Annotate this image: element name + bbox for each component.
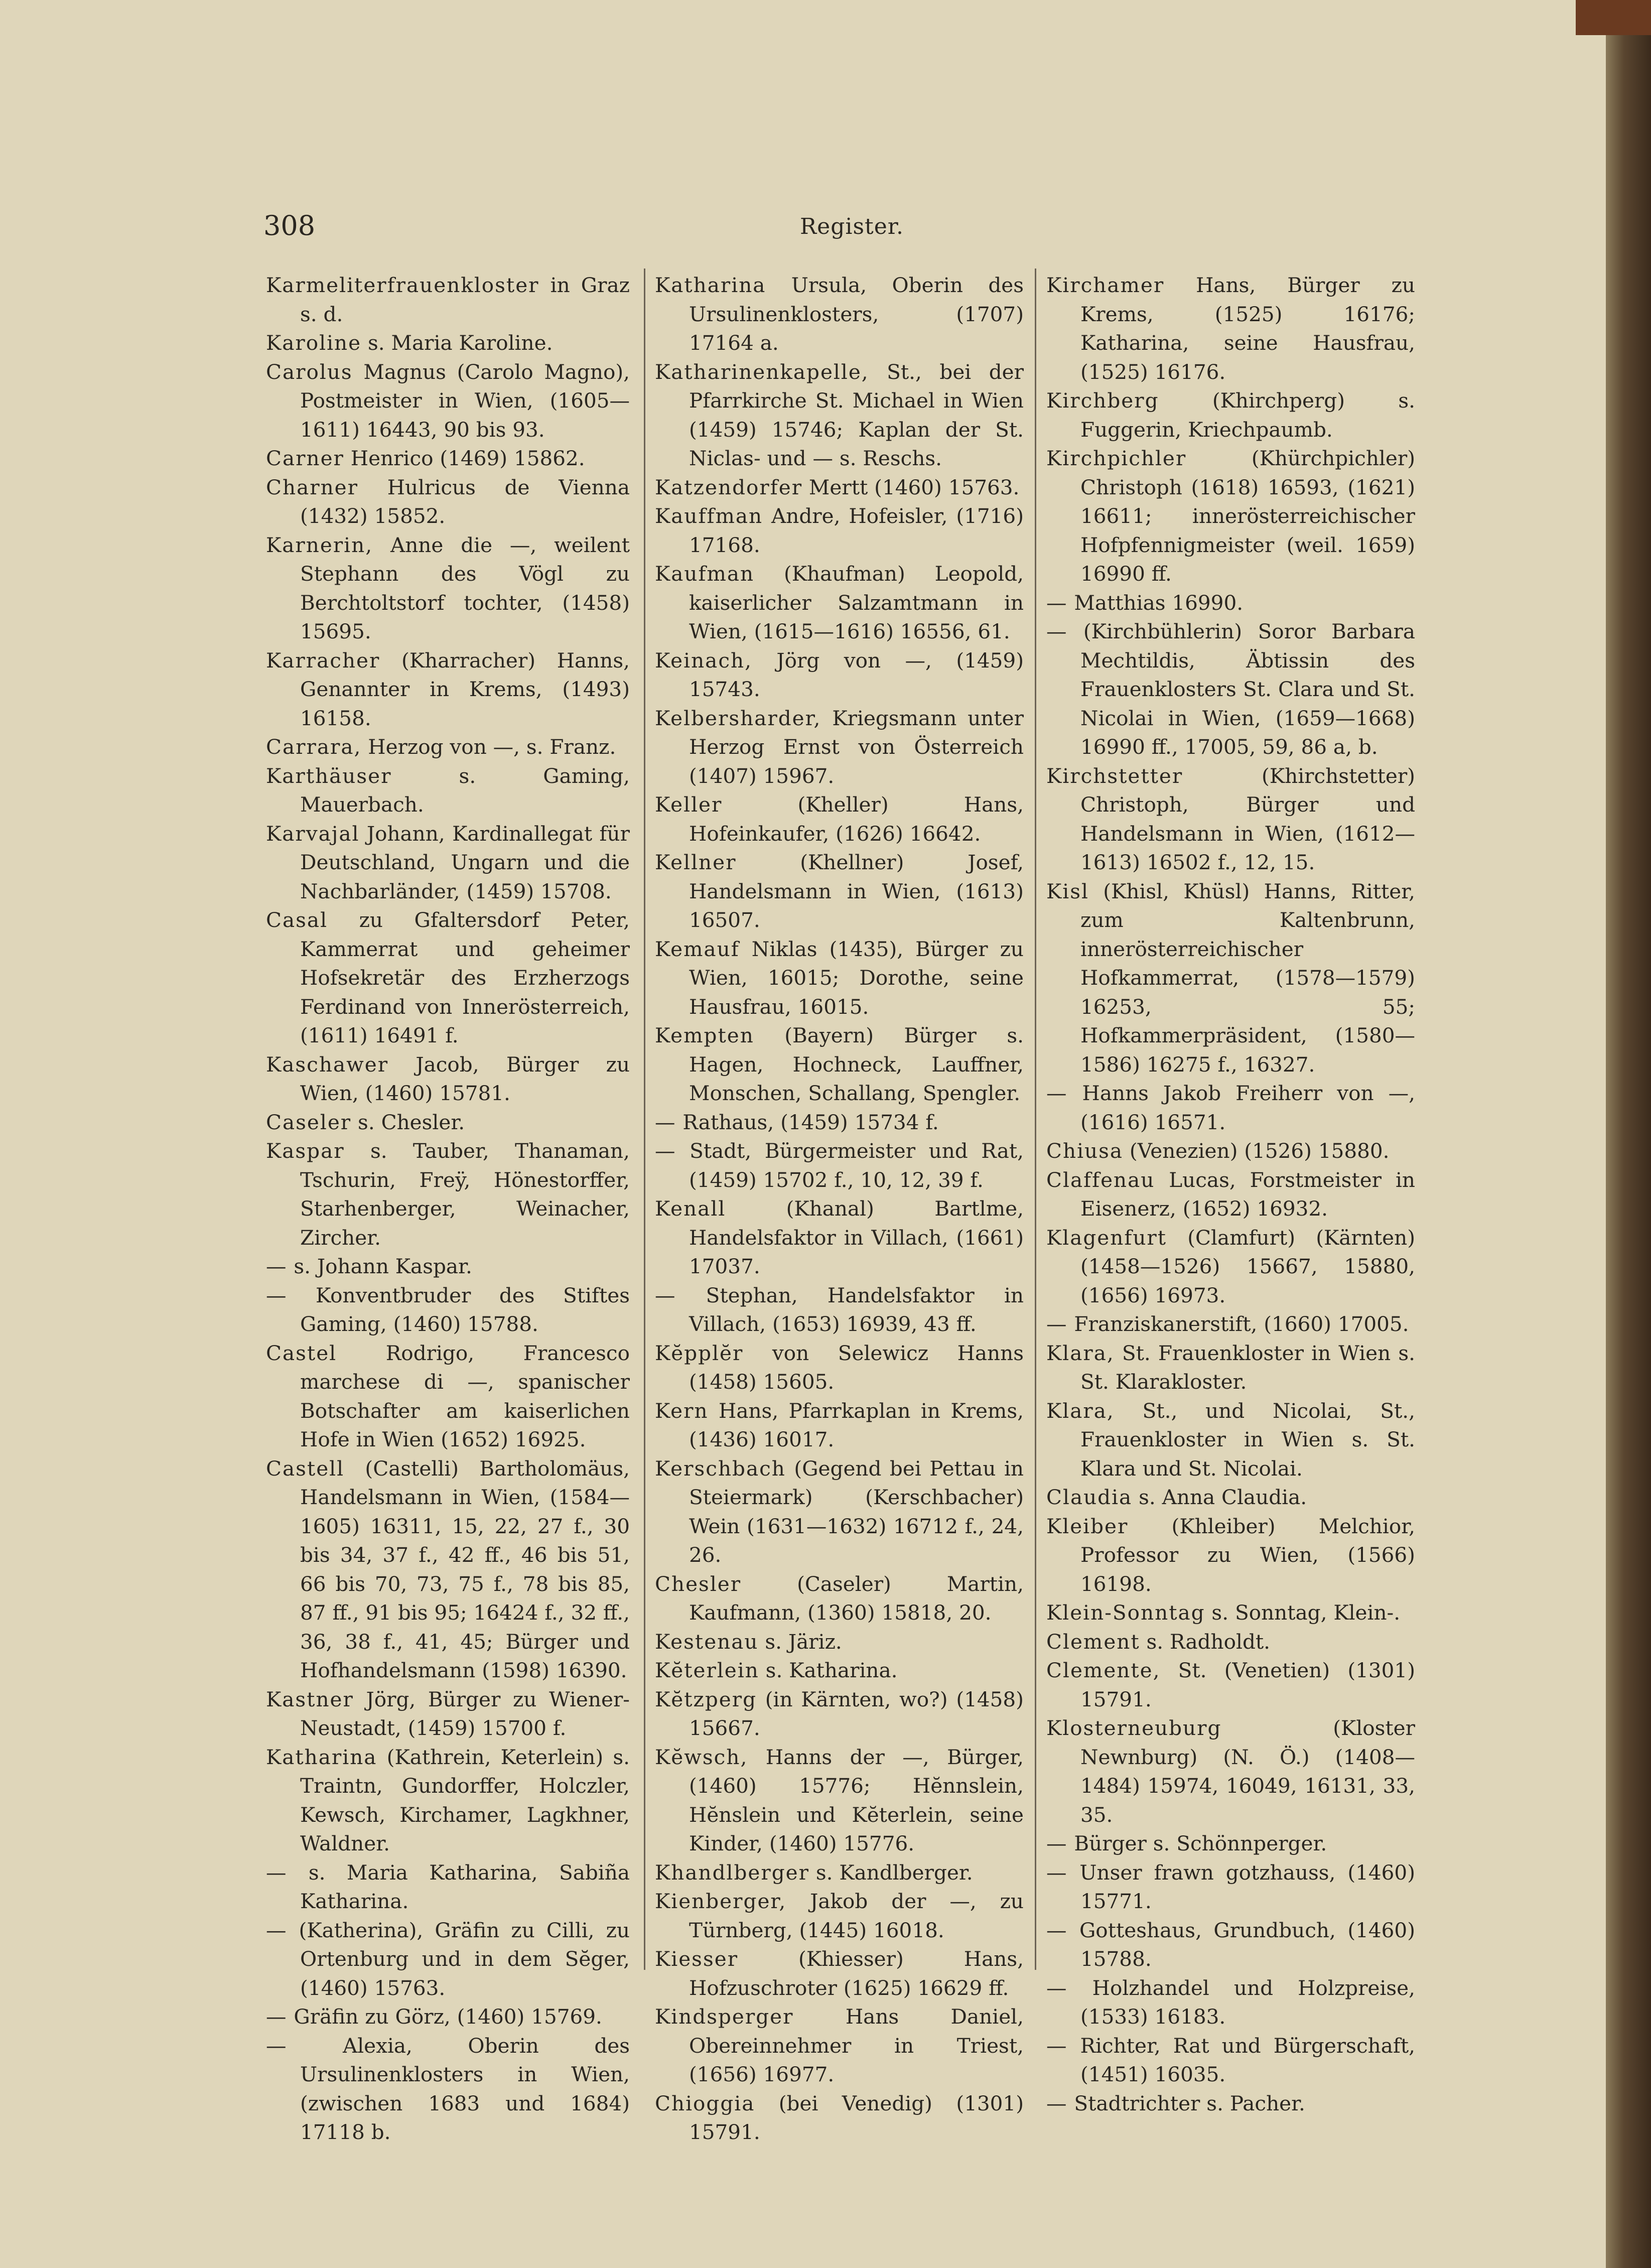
- entry-text: s. Sonntag, Klein-.: [1205, 1600, 1401, 1625]
- register-entry: [655, 271, 1024, 358]
- entry-text: (Clamfurt) (Kärnten) (1458—1526) 15667, 15880, (1656) 16973.: [1080, 1225, 1415, 1307]
- entry-headword: —: [1046, 1860, 1068, 1885]
- column-rule: [644, 269, 645, 1970]
- entry-text: (Venezien) (1526) 15880.: [1123, 1139, 1390, 1163]
- register-entry: [1046, 1598, 1415, 1628]
- entry-text: (in Kärnten, wo?) (1458) 15667.: [689, 1687, 1024, 1740]
- entry-headword: —: [266, 1283, 288, 1307]
- register-entry: [1046, 1166, 1415, 1224]
- entry-text: (Katherina), Gräfin zu Cilli, zu Ortenburg und in dem Sĕger, (1460) 15763.: [287, 1918, 630, 2000]
- entry-text: Jörg, Bürger zu Wiener-Neustadt, (1459) 15700 f.: [300, 1687, 630, 1740]
- entry-headword: Kaufman: [655, 562, 755, 586]
- entry-headword: Kĕpplĕr: [655, 1341, 744, 1365]
- register-entry: [655, 1570, 1024, 1628]
- entry-headword: Klosterneuburg: [1046, 1716, 1222, 1740]
- register-entry: [655, 935, 1024, 1022]
- entry-text: (Khirchperg) s. Fuggerin, Kriechpaumb.: [1080, 388, 1415, 442]
- register-entry: [1046, 1858, 1415, 1916]
- entry-headword: Keinach,: [655, 648, 752, 673]
- entry-text: von Selewicz Hanns (1458) 15605.: [689, 1341, 1024, 1394]
- entry-text: Johann, Kardinallegat für Deutschland, Ungarn und die Nachbarländer, (1459) 15708.: [300, 821, 630, 903]
- entry-headword: Kaspar: [266, 1139, 345, 1163]
- entry-text: Unser frawn gotzhauss, (1460) 15771.: [1067, 1860, 1415, 1913]
- entry-headword: —: [1046, 1918, 1068, 1942]
- entry-headword: —: [1046, 2033, 1068, 2058]
- entry-text: (bei Venedig) (1301) 15791.: [689, 2091, 1024, 2144]
- entry-headword: Charner: [266, 475, 358, 499]
- entry-text: (Kharracher) Hanns, Genannter in Krems, (1493) 16158.: [300, 648, 630, 730]
- register-entry: [655, 2003, 1024, 2089]
- entry-headword: Katzendorfer: [655, 475, 803, 499]
- entry-headword: Klara,: [1046, 1341, 1115, 1365]
- entry-text: s. Chesler.: [351, 1110, 465, 1134]
- register-entry: [1046, 1916, 1415, 1974]
- entry-text: (Khürchpichler) Christoph (1618) 16593, (1621) 16611; innerösterreichischer Hofpfennigmeister (weil. 1659) 16990 ff.: [1080, 446, 1415, 586]
- register-entry: [655, 790, 1024, 848]
- entry-text: (Khellner) Josef, Handelsmann in Wien, (1613) 16507.: [689, 850, 1024, 932]
- register-entry: [1046, 1079, 1415, 1137]
- entry-text: (Khaufman) Leopold, kaiserlicher Salzamtmann in Wien, (1615—1616) 16556, 61.: [689, 562, 1024, 643]
- entry-text: s. Maria Karoline.: [361, 331, 553, 355]
- entry-text: Holzhandel und Holzpreise, (1533) 16183.: [1067, 1975, 1415, 2029]
- register-entry: [1046, 617, 1415, 762]
- register-entry: [1046, 444, 1415, 589]
- register-entry: [655, 1945, 1024, 2003]
- register-entry: [1046, 1137, 1415, 1166]
- entry-headword: Caseler: [266, 1110, 352, 1134]
- register-entry: [655, 502, 1024, 560]
- entry-text: Ursula, Oberin des Ursulinenklosters, (1707) 17164 a.: [689, 273, 1024, 355]
- entry-headword: Kĕterlein: [655, 1658, 759, 1682]
- entry-headword: Kenall: [655, 1196, 726, 1221]
- entry-headword: Karvajal: [266, 821, 360, 846]
- entry-headword: —: [655, 1110, 676, 1134]
- entry-text: Henrico (1469) 15862.: [344, 446, 585, 470]
- entry-headword: Khandlberger: [655, 1860, 809, 1885]
- entry-text: Hanns Jakob Freiherr von —, (1616) 16571.: [1067, 1081, 1415, 1134]
- entry-headword: Kĕtzperg: [655, 1687, 757, 1711]
- register-entry: [1046, 1628, 1415, 1657]
- entry-text: (Bayern) Bürger s. Hagen, Hochneck, Lauffner, Monschen, Schallang, Spengler.: [689, 1023, 1024, 1105]
- register-entry: [1046, 1512, 1415, 1599]
- register-entry: [655, 1887, 1024, 1945]
- entry-headword: Kirchstetter: [1046, 763, 1183, 788]
- register-entry: [266, 646, 630, 733]
- entry-headword: Kienberger,: [655, 1889, 787, 1913]
- entry-headword: Kellner: [655, 850, 737, 874]
- entry-headword: Castel: [266, 1341, 337, 1365]
- entry-text: (Khirchstetter) Christoph, Bürger und Handelsmann in Wien, (1612—1613) 16502 f., 12, 15.: [1080, 763, 1415, 874]
- register-entry: [1046, 1974, 1415, 2032]
- register-column-3: [1046, 271, 1415, 2118]
- entry-text: Richter, Rat und Bürgerschaft, (1451) 16035.: [1067, 2033, 1415, 2086]
- register-entry: [266, 733, 630, 762]
- register-entry: [655, 646, 1024, 704]
- entry-text: Lucas, Forstmeister in Eisenerz, (1652) 16932.: [1080, 1167, 1415, 1221]
- entry-text: St., bei der Pfarrkirche St. Michael in Wien (1459) 15746; Kaplan der St. Niclas- und — s. Reschs.: [689, 359, 1024, 470]
- register-entry: [1046, 762, 1415, 877]
- entry-text: s. Radholdt.: [1140, 1629, 1271, 1654]
- entry-text: s. Gaming, Mauerbach.: [300, 763, 630, 817]
- entry-headword: Kempten: [655, 1023, 754, 1047]
- entry-headword: Katharina: [266, 1745, 377, 1769]
- register-entry: [655, 1137, 1024, 1194]
- entry-headword: —: [266, 1254, 288, 1278]
- register-entry: [1046, 877, 1415, 1080]
- entry-headword: Kĕwsch,: [655, 1745, 748, 1769]
- entry-text: (Khisl, Khüsl) Hanns, Ritter, zum Kaltenbrunn, innerösterreichischer Hofkammerrat, (1578—1579) 16253, 55; Hofkammerpräsident, (1580—1586) 16275 f., 16327.: [1080, 879, 1415, 1077]
- register-entry: [655, 1397, 1024, 1454]
- register-entry: [1046, 1339, 1415, 1397]
- entry-headword: Kirchpichler: [1046, 446, 1187, 470]
- entry-text: Herzog von —, s. Franz.: [361, 735, 616, 759]
- entry-headword: Carolus: [266, 359, 353, 384]
- register-entry: [655, 1685, 1024, 1743]
- entry-text: Stephan, Handelsfaktor in Villach, (1653) 16939, 43 ff.: [676, 1283, 1024, 1336]
- entry-headword: Carrara,: [266, 735, 362, 759]
- register-entry: [266, 444, 630, 473]
- entry-headword: Klara,: [1046, 1398, 1115, 1423]
- register-entry: [655, 358, 1024, 473]
- entry-text: St. (Venetien) (1301) 15791.: [1080, 1658, 1415, 1711]
- entry-headword: Kastner: [266, 1687, 354, 1711]
- register-entry: [1046, 2032, 1415, 2089]
- entry-headword: —: [1046, 2091, 1068, 2115]
- register-entry: [266, 2032, 630, 2147]
- register-entry: [266, 1743, 630, 1858]
- entry-text: in Graz s. d.: [300, 273, 630, 326]
- register-entry: [266, 762, 630, 820]
- entry-text: (Khanal) Bartlme, Handelsfaktor in Villach, (1661) 17037.: [689, 1196, 1024, 1278]
- register-entry: [266, 1050, 630, 1108]
- register-entry: [655, 1743, 1024, 1858]
- entry-headword: Karnerin,: [266, 532, 373, 557]
- entry-text: Jakob der —, zu Türnberg, (1445) 16018.: [689, 1889, 1024, 1942]
- register-entry: [655, 560, 1024, 646]
- register-entry: [655, 473, 1024, 502]
- entry-text: Rathaus, (1459) 15734 f.: [676, 1110, 939, 1134]
- entry-text: (Khleiber) Melchior, Professor zu Wien, (1566) 16198.: [1080, 1514, 1415, 1596]
- entry-headword: Casal: [266, 908, 328, 932]
- entry-text: Kriegsmann unter Herzog Ernst von Österreich (1407) 15967.: [689, 706, 1024, 788]
- entry-headword: Clemente,: [1046, 1658, 1161, 1682]
- register-entry: [655, 1656, 1024, 1685]
- entry-text: s. Maria Katharina, Sabiña Katharina.: [287, 1860, 630, 1913]
- entry-headword: —: [1046, 1312, 1068, 1336]
- page-edge: [1606, 0, 1651, 2268]
- entry-headword: Kleiber: [1046, 1514, 1129, 1538]
- register-entry: [266, 906, 630, 1050]
- entry-text: Hans, Pfarrkaplan in Krems, (1436) 16017.: [689, 1398, 1024, 1451]
- entry-headword: Karmeliterfrauenkloster: [266, 273, 539, 297]
- entry-headword: Claffenau: [1046, 1167, 1155, 1192]
- entry-headword: Kerschbach: [655, 1456, 786, 1481]
- entry-text: Magnus (Carolo Magno), Postmeister in Wien, (1605—1611) 16443, 90 bis 93.: [300, 359, 630, 442]
- entry-text: s. Anna Claudia.: [1132, 1485, 1307, 1509]
- register-entry: [1046, 1656, 1415, 1714]
- register-entry: [266, 1916, 630, 2003]
- entry-headword: —: [1046, 590, 1068, 615]
- entry-headword: Karthäuser: [266, 763, 392, 788]
- entry-text: Niklas (1435), Bürger zu Wien, 16015; Dorothe, seine Hausfrau, 16015.: [689, 937, 1024, 1019]
- entry-text: Rodrigo, Francesco marchese di —, spanischer Botschafter am kaiserlichen Hofe in Wien (1652) 16925.: [300, 1341, 630, 1451]
- register-entry: [266, 820, 630, 906]
- register-entry: [266, 1454, 630, 1685]
- entry-text: Mertt (1460) 15763.: [802, 475, 1020, 499]
- entry-text: St., und Nicolai, St., Frauenkloster in Wien s. St. Klara und St. Nicolai.: [1080, 1398, 1415, 1481]
- entry-headword: Katharinenkapelle,: [655, 359, 869, 384]
- register-entry: [266, 531, 630, 646]
- entry-text: s. Kandlberger.: [809, 1860, 973, 1885]
- entry-headword: —: [1046, 1975, 1068, 2000]
- entry-headword: Karoline: [266, 331, 362, 355]
- entry-text: Franziskanerstift, (1660) 17005.: [1067, 1312, 1409, 1336]
- entry-text: (Kloster Newnburg) (N. Ö.) (1408—1484) 15974, 16049, 16131, 33, 35.: [1080, 1716, 1415, 1827]
- register-column-1: [266, 271, 630, 2147]
- register-column-2: [655, 271, 1024, 2147]
- register-entry: [266, 1858, 630, 1916]
- entry-headword: Kirchamer: [1046, 273, 1165, 297]
- entry-headword: Kern: [655, 1398, 709, 1423]
- register-entry: [1046, 1483, 1415, 1512]
- entry-text: Stadt, Bürgermeister und Rat, (1459) 15702 f., 10, 12, 39 f.: [676, 1139, 1024, 1192]
- entry-text: Hans, Bürger zu Krems, (1525) 16176; Katharina, seine Hausfrau, (1525) 16176.: [1080, 273, 1415, 384]
- register-entry: [1046, 1310, 1415, 1339]
- column-rule: [1035, 269, 1036, 1970]
- entry-headword: Castell: [266, 1456, 345, 1481]
- register-entry: [1046, 386, 1415, 444]
- register-entry: [655, 1194, 1024, 1281]
- entry-headword: Katharina: [655, 273, 766, 297]
- entry-headword: —: [266, 1918, 288, 1942]
- entry-headword: —: [266, 1860, 288, 1885]
- page-corner: [1576, 0, 1651, 35]
- register-entry: [266, 1685, 630, 1743]
- register-entry: [655, 1858, 1024, 1888]
- register-entry: [266, 1252, 630, 1281]
- entry-text: St. Frauenkloster in Wien s. St. Klarakloster.: [1080, 1341, 1415, 1394]
- entry-text: (Castelli) Bartholomäus, Handelsmann in Wien, (1584—1605) 16311, 15, 22, 27 f., 30 bis 34, 37 f., 42 ff., 46 bis 51, 66 bis 70, 73, 75 f., 78 bis 85, 87 ff., 91 bis 95; 16424 f., 32 ff., 36, 38 f., 41, 45; Bürger und Hofhandelsmann (1598) 16390.: [300, 1456, 630, 1682]
- entry-headword: Kirchberg: [1046, 388, 1159, 413]
- entry-text: Bürger s. Schönnperger.: [1067, 1831, 1327, 1855]
- entry-headword: —: [1046, 619, 1068, 643]
- entry-headword: —: [1046, 1831, 1068, 1855]
- entry-headword: Klein-Sonntag: [1046, 1600, 1205, 1625]
- entry-headword: Chiusa: [1046, 1139, 1124, 1163]
- entry-text: (Gegend bei Pettau in Steiermark) (Kerschbacher) Wein (1631—1632) 16712 f., 24, 26.: [689, 1456, 1024, 1567]
- entry-text: zu Gfaltersdorf Peter, Kammerrat und geheimer Hofsekretär des Erzherzogs Ferdinand von Innerösterreich, (1611) 16491 f.: [300, 908, 630, 1047]
- page-header: [263, 206, 1440, 241]
- register-entry: [655, 1454, 1024, 1570]
- register-entry: [1046, 1829, 1415, 1858]
- entry-text: Anne die —, weilent Stephann des Vögl zu Berchtoltstorf tochter, (1458) 15695.: [300, 532, 630, 643]
- entry-text: (Kathrein, Keterlein) s. Traintn, Gundorffer, Holczler, Kewsch, Kirchamer, Lagkhner, Waldner.: [300, 1745, 630, 1855]
- entry-headword: Kemauf: [655, 937, 740, 961]
- register-entry: [266, 358, 630, 445]
- entry-text: Gotteshaus, Grundbuch, (1460) 15788.: [1067, 1918, 1415, 1971]
- register-entry: [266, 473, 630, 531]
- entry-text: (Kheller) Hans, Hofeinkaufer, (1626) 16642.: [689, 792, 1024, 846]
- entry-headword: Clement: [1046, 1629, 1140, 1654]
- entry-text: Konventbruder des Stiftes Gaming, (1460) 15788.: [287, 1283, 630, 1336]
- entry-text: Alexia, Oberin des Ursulinenklosters in Wien, (zwischen 1683 und 1684) 17118 b.: [287, 2033, 630, 2144]
- register-entry: [1046, 271, 1415, 386]
- entry-headword: Kauffman: [655, 504, 763, 528]
- entry-text: s. Johann Kaspar.: [287, 1254, 472, 1278]
- entry-headword: Kiesser: [655, 1947, 739, 1971]
- entry-headword: Klagenfurt: [1046, 1225, 1167, 1250]
- register-entry: [655, 1628, 1024, 1657]
- entry-headword: Carner: [266, 446, 344, 470]
- register-entry: [655, 1108, 1024, 1137]
- register-entry: [655, 1339, 1024, 1397]
- entry-headword: —: [1046, 1081, 1068, 1105]
- register-entry: [655, 1281, 1024, 1339]
- entry-headword: Kisl: [1046, 879, 1089, 903]
- entry-headword: Chesler: [655, 1571, 742, 1596]
- entry-text: s. Järiz.: [758, 1629, 842, 1654]
- entry-text: Andre, Hofeisler, (1716) 17168.: [689, 504, 1024, 557]
- entry-text: Jörg von —, (1459) 15743.: [689, 648, 1024, 701]
- entry-headword: Claudia: [1046, 1485, 1133, 1509]
- register-entry: [1046, 589, 1415, 618]
- register-entry: [655, 848, 1024, 935]
- entry-headword: Kelbersharder,: [655, 706, 821, 730]
- entry-headword: Kestenau: [655, 1629, 759, 1654]
- entry-text: Hulricus de Vienna (1432) 15852.: [300, 475, 630, 528]
- register-entry: [266, 329, 630, 358]
- entry-text: (Caseler) Martin, Kaufmann, (1360) 15818, 20.: [689, 1571, 1024, 1625]
- entry-headword: Chioggia: [655, 2091, 755, 2115]
- entry-text: Matthias 16990.: [1067, 590, 1244, 615]
- register-entry: [1046, 1397, 1415, 1484]
- entry-headword: —: [266, 2005, 288, 2029]
- entry-text: (Kirchbühlerin) Soror Barbara Mechtildis, Äbtissin des Frauenklosters St. Clara und St. Nicolai in Wien, (1659—1668) 16990 ff., 17005, 59, 86 a, b.: [1067, 619, 1415, 759]
- entry-headword: —: [655, 1139, 676, 1163]
- entry-headword: Kindsperger: [655, 2005, 794, 2029]
- page-title: Register.: [800, 214, 904, 239]
- entry-headword: Kaschawer: [266, 1052, 389, 1077]
- entry-text: Hanns der —, Bürger, (1460) 15776; Hĕnnslein, Hĕnslein und Kĕterlein, seine Kinder, (1460) 15776.: [689, 1745, 1024, 1855]
- entry-headword: —: [266, 2033, 288, 2058]
- register-entry: [1046, 2089, 1415, 2118]
- register-entry: [655, 2089, 1024, 2147]
- entry-text: (Khiesser) Hans, Hofzuschroter (1625) 16629 ff.: [689, 1947, 1024, 2000]
- register-entry: [266, 1339, 630, 1454]
- register-entry: [1046, 1714, 1415, 1829]
- entry-text: Gräfin zu Görz, (1460) 15769.: [287, 2005, 602, 2029]
- register-entry: [655, 1021, 1024, 1108]
- entry-headword: Karracher: [266, 648, 380, 673]
- entry-headword: —: [655, 1283, 676, 1307]
- register-entry: [266, 1281, 630, 1339]
- register-entry: [266, 1137, 630, 1252]
- register-entry: [655, 704, 1024, 791]
- entry-headword: Keller: [655, 792, 723, 817]
- entry-text: s. Tauber, Thanaman, Tschurin, Freÿ, Hönestorffer, Starhenberger, Weinacher, Zircher.: [300, 1139, 630, 1250]
- register-entry: [266, 1108, 630, 1137]
- entry-text: Stadtrichter s. Pacher.: [1067, 2091, 1305, 2115]
- entry-text: Hans Daniel, Obereinnehmer in Triest, (1656) 16977.: [689, 2005, 1024, 2086]
- entry-text: Jacob, Bürger zu Wien, (1460) 15781.: [300, 1052, 630, 1105]
- entry-text: s. Katharina.: [759, 1658, 898, 1682]
- register-entry: [266, 2003, 630, 2032]
- register-entry: [266, 271, 630, 329]
- page-number: 308: [263, 210, 316, 241]
- register-entry: [1046, 1224, 1415, 1310]
